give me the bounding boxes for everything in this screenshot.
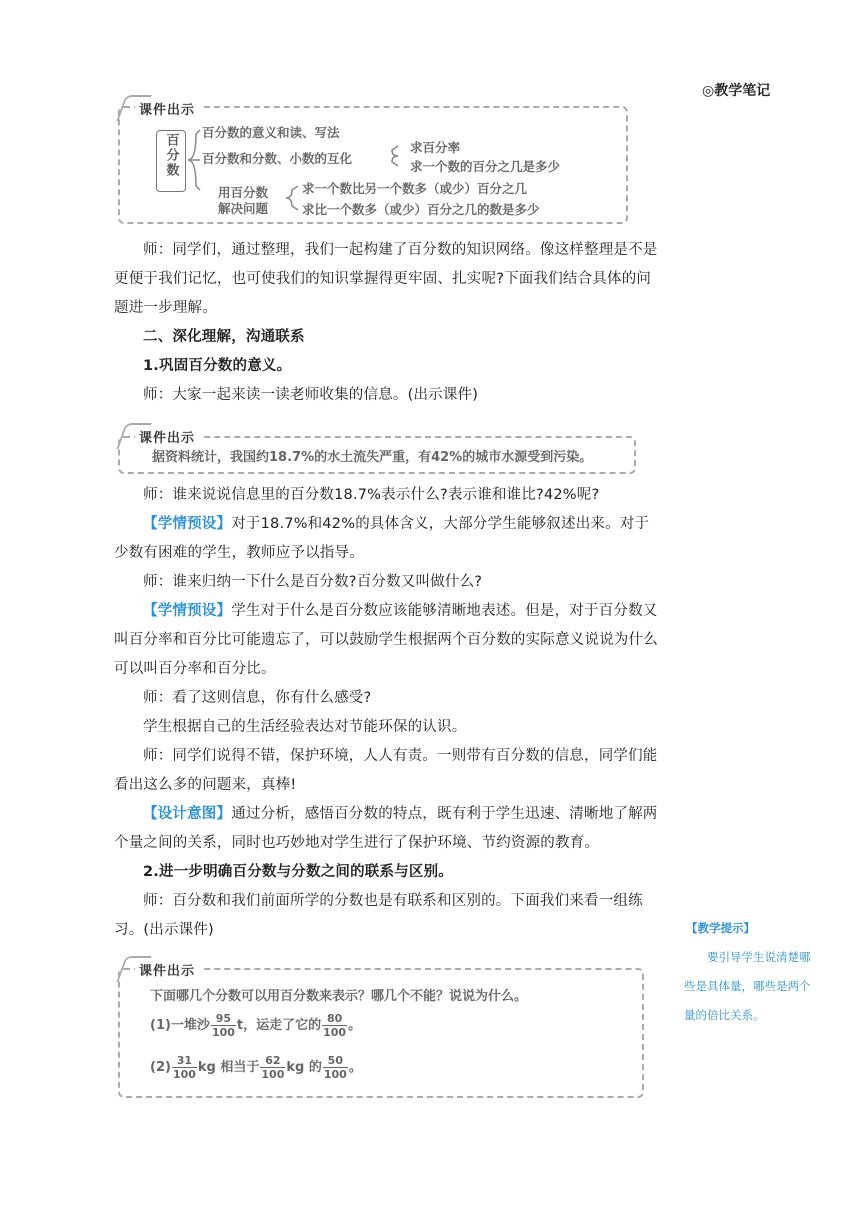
- exercise-item-2: (2) $\frac{31}{100}$ kg 相当于 $\frac{62}{100}$ kg 的 $\frac{50}{100}$ 。: [150, 1054, 362, 1081]
- courseware-tag-1: 课件出示: [135, 99, 201, 118]
- paragraph-prediction-2: 【学情预设】学生对于什么是百分数应该能够清晰地表述。但是，对于百分数又叫百分率和百分比可能遗忘了，可以鼓励学生根据两个百分数的实际意义说说为什么可以叫百分率和百分比。: [114, 603, 658, 677]
- paragraph-teacher-5: 师：看了这则信息，你有什么感受?: [143, 690, 372, 706]
- mindmap-branch-3a: 用百分数: [218, 185, 269, 200]
- side-tip-text: 要引导学生说清楚哪些是具体量，哪些是两个量的倍比关系。: [684, 950, 811, 1022]
- mindmap-branch-3b: 解决问题: [218, 201, 269, 216]
- fraction: $\frac{50}{100}$: [323, 1054, 347, 1081]
- courseware-info-text: 据资料统计，我国约18.7%的水土流失严重，有42%的城市水源受到污染。: [152, 450, 593, 465]
- paragraph-student: 学生根据自己的生活经验表达对节能环保的认识。: [143, 719, 467, 735]
- side-notes-title: ◎教学笔记: [702, 83, 771, 99]
- paragraph-teacher-6: 师：同学们说得不错，保护环境，人人有责。一则带有百分数的信息，同学们能看出这么多的问题来，真棒!: [114, 748, 658, 793]
- tag-prediction-1: 【学情预设】: [143, 516, 232, 532]
- paragraph-prediction-1: 【学情预设】对于18.7%和42%的具体含义，大部分学生能够叙述出来。对于少数有困难的学生，教师应予以指导。: [114, 516, 650, 561]
- paragraph-design-intent: 【设计意图】通过分析，感悟百分数的特点，既有利于学生迅速、清晰地了解两个量之间的关系，同时也巧妙地对学生进行了保护环境、节约资源的教育。: [114, 806, 658, 851]
- paragraph-teacher-1: 师：同学们，通过整理，我们一起构建了百分数的知识网络。像这样整理是不是更便于我们记忆，也可使我们的知识掌握得更牢固、扎实呢?下面我们结合具体的问题进一步理解。: [114, 242, 658, 316]
- mindmap-branch-2b: 求一个数的百分之几是多少: [410, 159, 561, 174]
- mindmap-branch-3c: 求一个数比另一个数多（或少）百分之几: [302, 181, 528, 196]
- exercise-question: 下面哪几个分数可以用百分数来表示？哪几个不能？说说为什么。: [150, 989, 528, 1004]
- mindmap-branch-3d: 求比一个数多（或少）百分之几的数是多少: [302, 202, 540, 217]
- courseware-tag-3: 课件出示: [135, 960, 201, 979]
- fraction: $\frac{62}{100}$: [261, 1054, 285, 1081]
- mindmap-branch-2a: 求百分率: [410, 140, 461, 155]
- paragraph-teacher-2: 师：大家一起来读一读老师收集的信息。(出示课件): [143, 387, 479, 403]
- mindmap-branch-1: 百分数的意义和读、写法: [202, 125, 340, 140]
- courseware-tag-2: 课件出示: [135, 427, 201, 446]
- mindmap-branch-2: 百分数和分数、小数的互化: [202, 151, 353, 166]
- fraction: $\frac{31}{100}$: [172, 1054, 196, 1081]
- paragraph-teacher-7: 师：百分数和我们前面所学的分数也是有联系和区别的。下面我们来看一组练习。(出示课件): [114, 893, 643, 938]
- section-heading-2: 二、深化理解，沟通联系: [143, 329, 305, 345]
- exercise-item-1: (1)一堆沙 $\frac{95}{100}$ t，运走了它的 $\frac{80}{100}$ 。: [150, 1012, 362, 1039]
- subheading-2: 2.进一步明确百分数与分数之间的联系与区别。: [143, 864, 453, 880]
- paragraph-teacher-3: 师：谁来说说信息里的百分数18.7%表示什么?表示谁和谁比?42%呢?: [143, 487, 600, 503]
- fraction: $\frac{95}{100}$: [211, 1012, 235, 1039]
- side-tip-title: 【教学提示】: [686, 921, 755, 935]
- tag-design-intent: 【设计意图】: [143, 806, 232, 822]
- subheading-1: 1.巩固百分数的意义。: [143, 358, 292, 374]
- mindmap-center: 百分数: [156, 130, 186, 192]
- fraction: $\frac{80}{100}$: [323, 1012, 347, 1039]
- paragraph-teacher-4: 师：谁来归纳一下什么是百分数?百分数又叫做什么?: [143, 574, 483, 590]
- tag-prediction-2: 【学情预设】: [143, 603, 232, 619]
- mindmap-connectors-3: [284, 180, 304, 220]
